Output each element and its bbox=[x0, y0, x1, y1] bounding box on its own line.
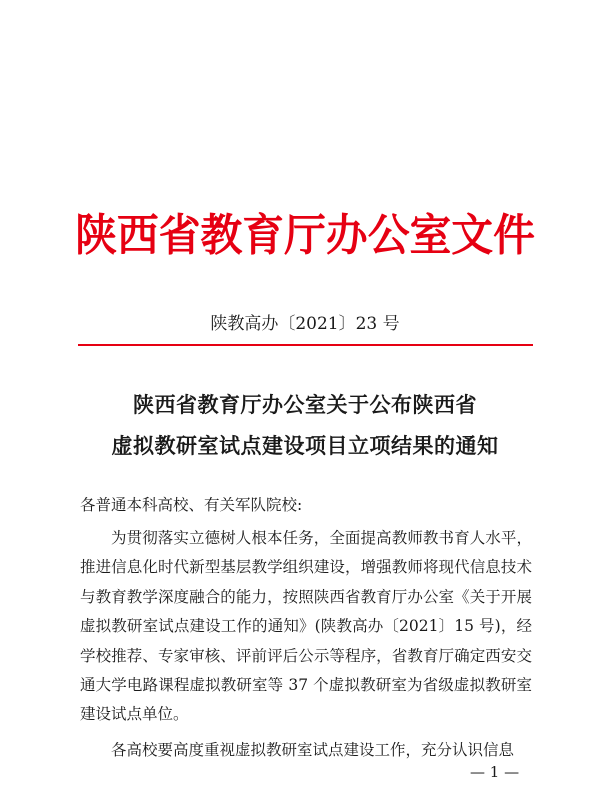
body-paragraph-2: 各高校要高度重视虚拟教研室试点建设工作，充分认识信息 bbox=[111, 740, 515, 759]
header-red-divider bbox=[78, 344, 533, 346]
notice-title-line-2: 虚拟教研室试点建设项目立项结果的通知 bbox=[111, 433, 499, 458]
notice-title-line-1: 陕西省教育厅办公室关于公布陕西省 bbox=[133, 392, 477, 417]
notice-body bbox=[80, 524, 532, 771]
addressee-line: 各普通本科高校、有关军队院校: bbox=[80, 496, 303, 514]
document-header-title: 陕西省教育厅办公室文件 bbox=[75, 210, 535, 261]
document-number: 陕教高办〔2021〕23 号 bbox=[210, 314, 400, 334]
page-number: — 1 — bbox=[470, 763, 520, 781]
body-paragraph-1: 为贯彻落实立德树人根本任务，全面提高教师教书育人水平，推进信息化时代新型基层教学组织建设，增强教师将现代信息技术与教育教学深度融合的能力，按照陕西省教育厅办公室《关于开展虚拟教研室试点建设工作的通知》(陕教高办〔2021〕15 号)，经学校推荐、专家审核、评前评后公示等程序，省教育厅确定西安交通大学电路课程虚拟教研室等 37 个虚拟教研室为省级虚拟教研室建设试点单位。 bbox=[80, 529, 532, 724]
